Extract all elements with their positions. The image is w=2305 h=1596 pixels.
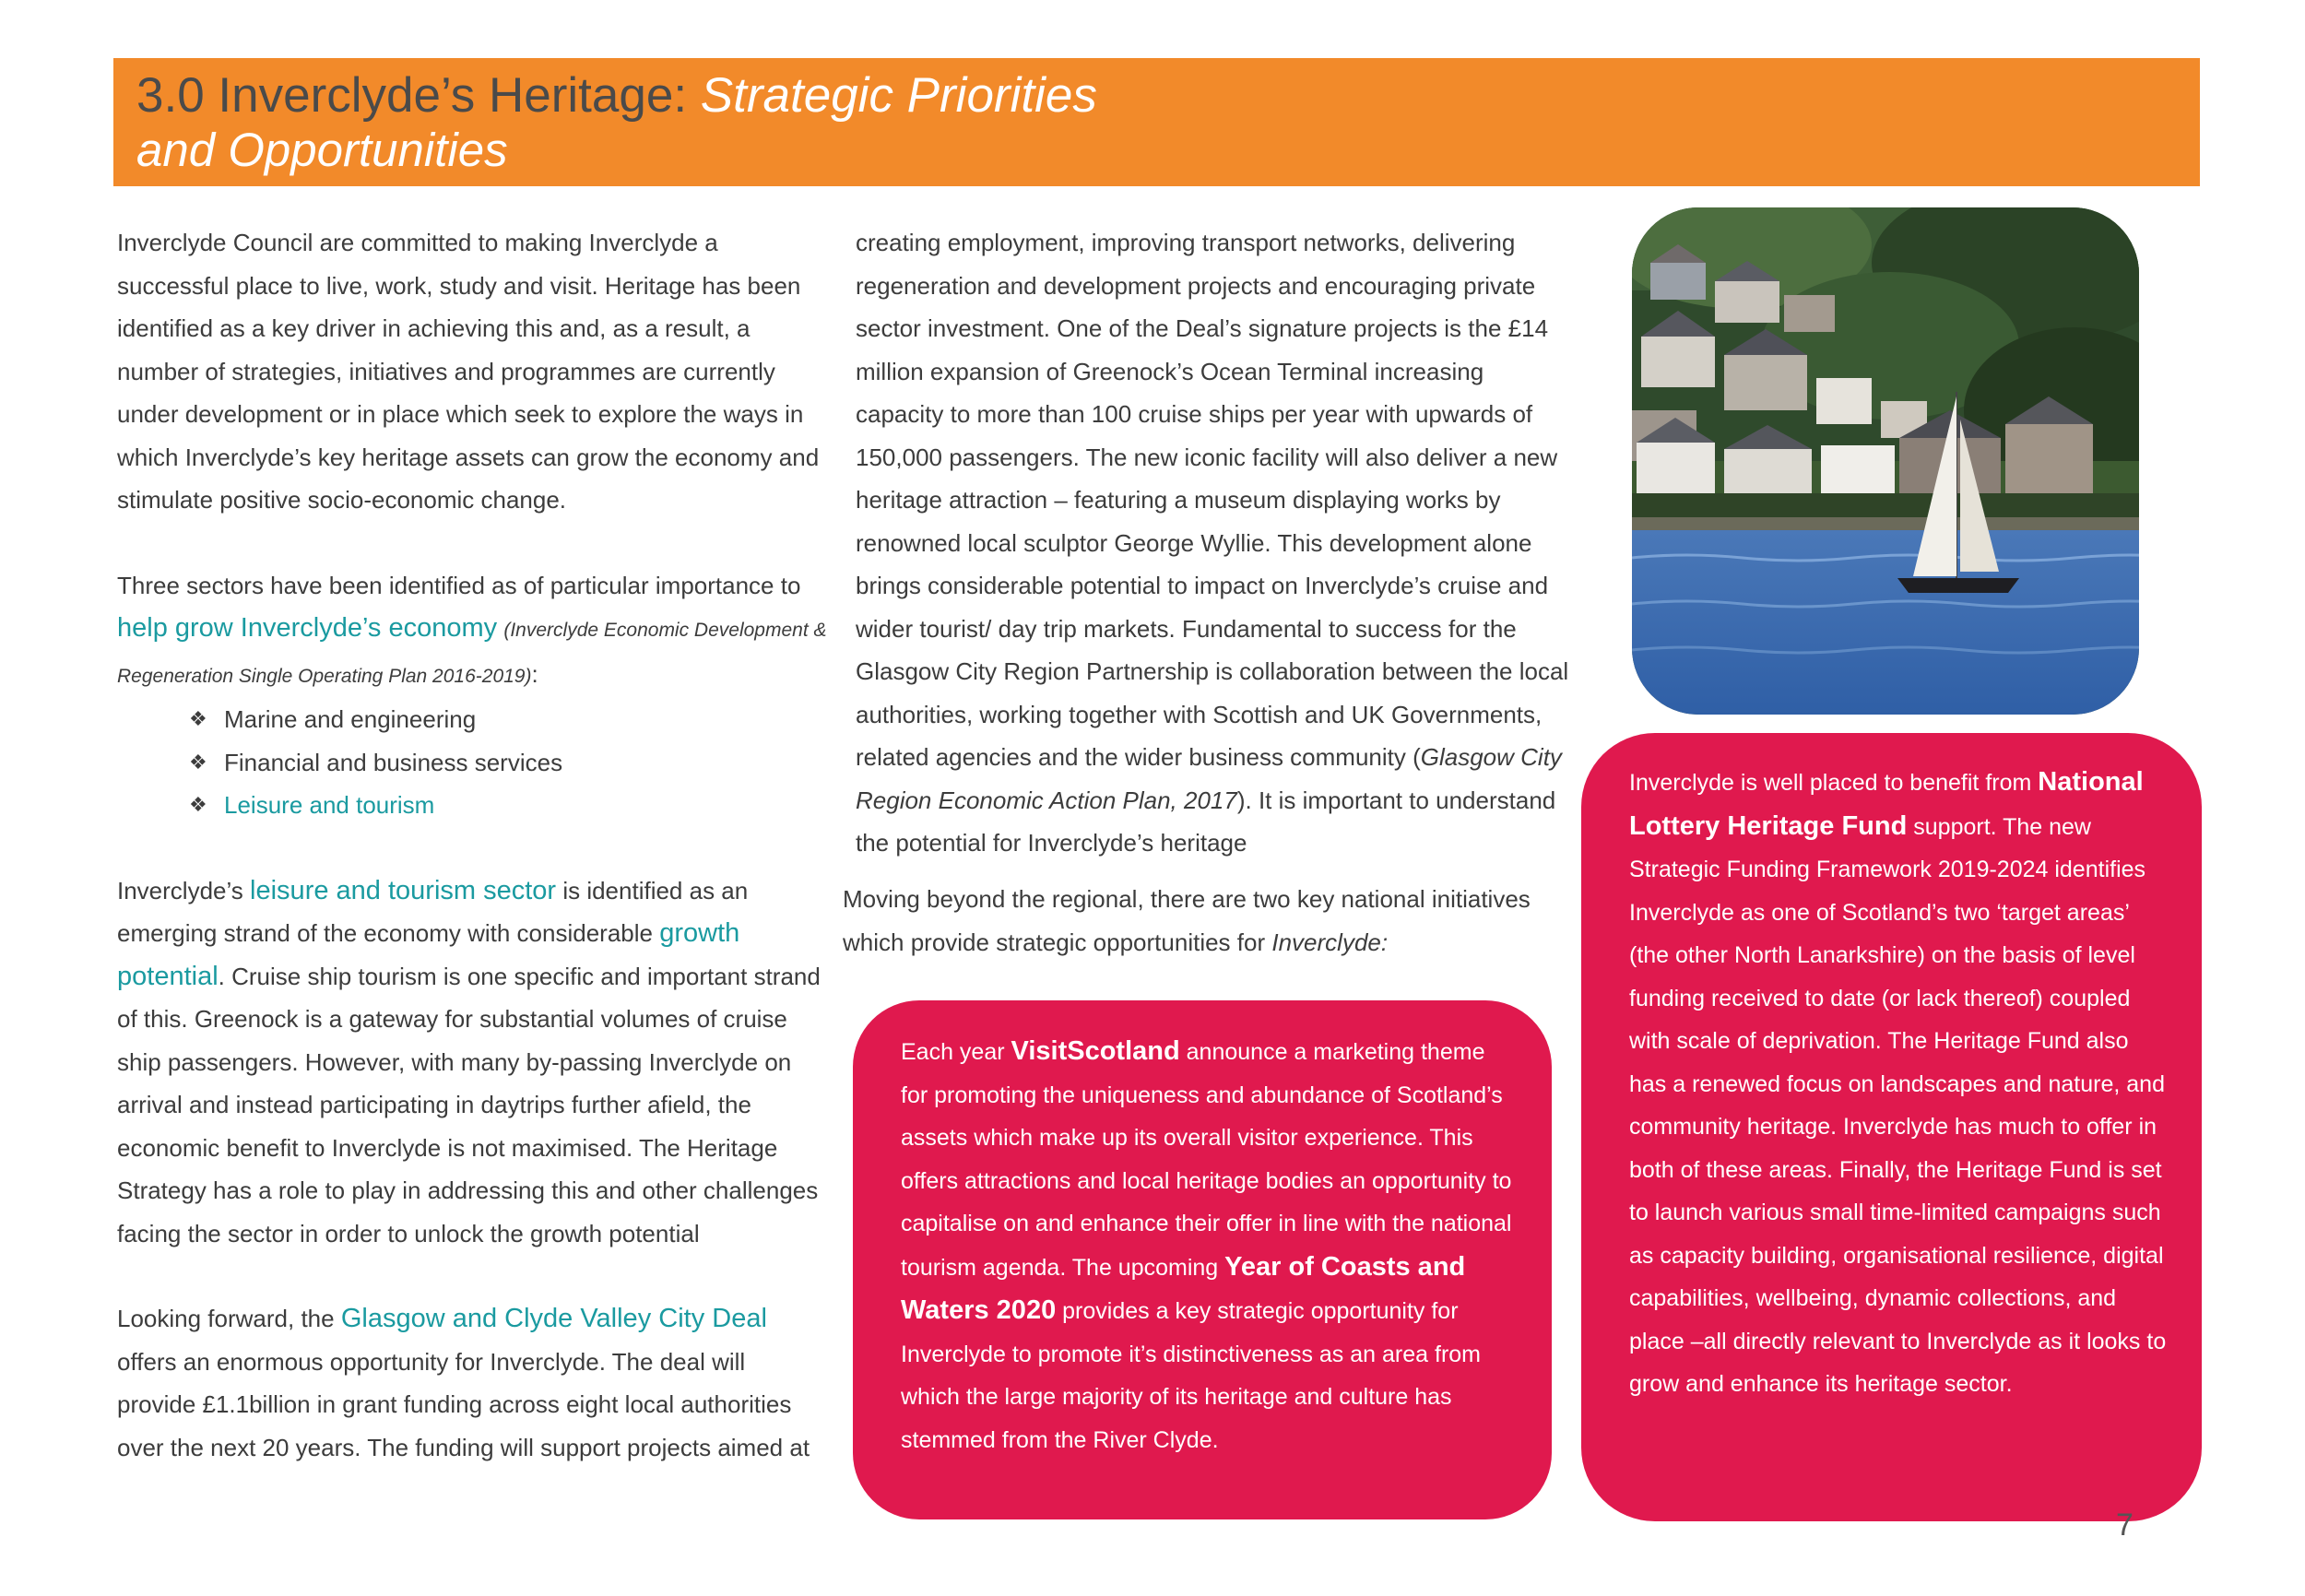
list-item: ❖ Leisure and tourism — [189, 784, 827, 827]
growth-link[interactable]: growth potential — [117, 918, 740, 991]
sector-list — [117, 698, 827, 827]
diamond-bullet-icon: ❖ — [189, 793, 207, 816]
column-middle — [856, 221, 1570, 865]
heritage-fund-name: National Lottery Heritage Fund — [1629, 767, 2144, 841]
visitscotland-name: VisitScotland — [1011, 1036, 1180, 1066]
leisure-paragraph: Inverclyde’s leisure and tourism sector is identified as an emerging strand of the economy with considerable growth potential. Cruise ship tourism is one specific and important strand of this. Greenock is a gateway for substantial volumes of cruise ship passengers. However, with many by-passing Inverclyde on arrival and instead participating in daytrips further afield, the economic benefit to Inverclyde is not maximised. The Heritage Strategy has a role to play in addressing this and other challenges facing the sector in order to unlock the growth potential — [117, 875, 821, 1247]
leisure-link[interactable]: leisure and tourism sector — [250, 875, 557, 905]
visitscotland-box: Each year VisitScotland announce a marketing theme for promoting the uniqueness and abundance of Scotland’s assets which make up its overall visitor experience. This offers attractions and local heritage bodies an opportunity to capitalise on and enhance their offer in line with the national tourism agenda. The upcoming Year of Coasts and Waters 2020 provides a key strategic opportunity for Inverclyde to promote it’s distinctiveness as an area from which the large majority of its heritage and culture has stemmed from the River Clyde. — [853, 1000, 1552, 1519]
page-number: 7 — [2116, 1507, 2134, 1543]
diamond-bullet-icon: ❖ — [189, 707, 207, 730]
lottery-heritage-box: Inverclyde is well placed to benefit from National Lottery Heritage Fund support. The new Strategic Funding Framework 2019-2024 identifies Inverclyde as one of Scotland’s two ‘target areas’ (the other North Lanarkshire) on the basis of level funding received to date (or lack thereof) coupled with scale of deprivation. The Heritage Fund also has a renewed focus on landscapes and nature, and community heritage. Inverclyde has much to offer in both of these areas. Finally, the Heritage Fund is set to launch various small time-limited campaigns such as capacity building, organisational resilience, digital capabilities, wellbeing, dynamic collections, and place –all directly relevant to Inverclyde as it looks to grow and enhance its heritage sector. — [1581, 733, 2202, 1521]
page-title: 3.0 Inverclyde’s Heritage: Strategic Priorities — [136, 68, 1097, 123]
national-intro: Moving beyond the regional, there are two key national initiatives which provide strategic opportunities for Inverclyde: — [843, 885, 1531, 956]
list-item: ❖ Financial and business services — [189, 741, 827, 785]
page-subtitle: and Opportunities — [136, 124, 508, 176]
intro-paragraph: Inverclyde Council are committed to making Inverclyde a successful place to live, work, study and visit. Heritage has been identified as a key driver in achieving this and, as a result, a number of strategies, initiatives and programmes are currently under development or in place which seek to explore the ways in which Inverclyde’s key heritage assets can grow the economy and stimulate positive socio-economic change. — [117, 229, 820, 514]
economy-link[interactable]: help grow Inverclyde’s economy — [117, 613, 498, 643]
greenock-sailboat-photo — [1632, 207, 2139, 715]
list-item: ❖ Marine and engineering — [189, 698, 827, 741]
diamond-bullet-icon: ❖ — [189, 750, 207, 774]
sectors-paragraph: Three sectors have been identified as of particular importance to help grow Inverclyde’s economy (Inverclyde Economic Development & Regeneration Single Operating Plan 2016-2019): — [117, 571, 827, 688]
citydeal-continued: creating employment, improving transport networks, delivering regeneration and development projects and encouraging private sector investment. One of the Deal’s signature projects is the £14 million expansion of Greenock’s Ocean Terminal increasing capacity to more than 100 cruise ships per year with upwards of 150,000 passengers. The new iconic facility will also deliver a new heritage attraction – featuring a museum displaying works by renowned local sculptor George Wyllie. This development alone brings considerable potential to impact on Inverclyde’s cruise and wider tourist/ day trip markets. Fundamental to success for the Glasgow City Region Partnership is collaboration between the local authorities, working together with Scottish and UK Governments, related agencies and the wider business community (Glasgow City Region Economic Action Plan, 2017). It is important to understand the potential for Inverclyde’s heritage — [856, 229, 1569, 857]
column-left — [117, 221, 827, 1469]
title-banner — [113, 58, 2200, 186]
citydeal-paragraph: Looking forward, the Glasgow and Clyde Valley City Deal offers an enormous opportunity for Inverclyde. The deal will provide £1.1billion in grant funding across eight local authorities over the next 20 years. The funding will support projects aimed at — [117, 1304, 810, 1461]
year-of-coasts: Year of Coasts and Waters 2020 — [901, 1251, 1466, 1325]
citydeal-link[interactable]: Glasgow and Clyde Valley City Deal — [340, 1304, 767, 1333]
